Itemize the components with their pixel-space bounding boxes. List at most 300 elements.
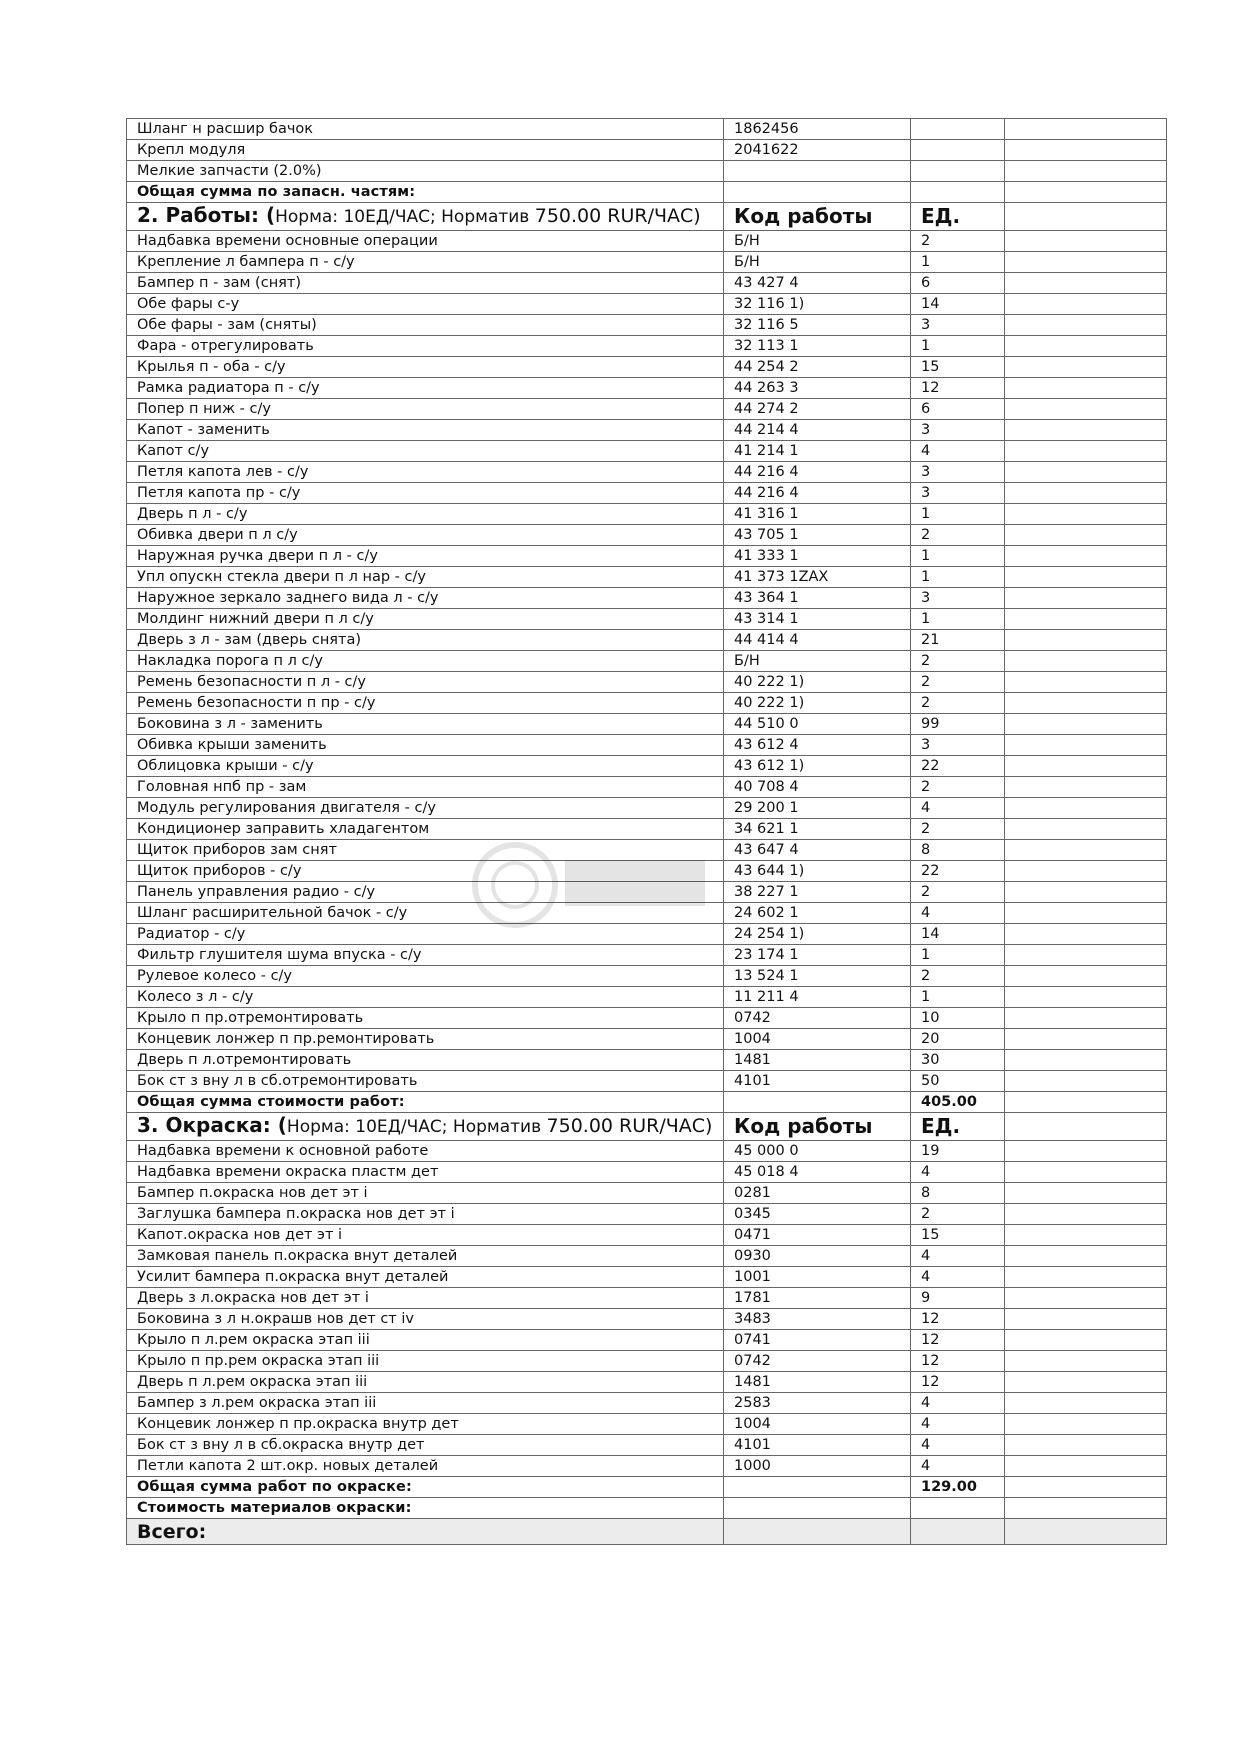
- item-extra: [1005, 1351, 1167, 1372]
- table-row: [127, 714, 1167, 735]
- item-extra: [1005, 840, 1167, 861]
- total-spacer: [724, 1477, 911, 1498]
- table-row: [127, 1435, 1167, 1456]
- item-code: 44 414 4: [724, 630, 911, 651]
- item-units: 8: [911, 840, 1005, 861]
- item-units: 1: [911, 567, 1005, 588]
- item-extra: [1005, 315, 1167, 336]
- item-name: Модуль регулирования двигателя - с/у: [127, 798, 724, 819]
- section-title-bold: 2. Работы: (: [137, 203, 276, 227]
- item-name: Панель управления радио - с/у: [127, 882, 724, 903]
- item-name: Крыло п пр.отремонтировать: [127, 1008, 724, 1029]
- total-label: Общая сумма по запасн. частям:: [127, 182, 724, 203]
- item-units: 12: [911, 1372, 1005, 1393]
- item-extra: [1005, 1141, 1167, 1162]
- parts-total-row: [127, 182, 1167, 203]
- grand-total-value: [911, 1519, 1005, 1545]
- item-units: 2: [911, 1204, 1005, 1225]
- item-code: 40 222 1): [724, 693, 911, 714]
- item-extra: [1005, 924, 1167, 945]
- table-row: [127, 1225, 1167, 1246]
- table-row: [127, 588, 1167, 609]
- item-code: 44 263 3: [724, 378, 911, 399]
- total-spacer: [724, 1498, 911, 1519]
- paint-total-row: [127, 1477, 1167, 1498]
- item-name: Надбавка времени к основной работе: [127, 1141, 724, 1162]
- item-code: 41 316 1: [724, 504, 911, 525]
- item-extra: [1005, 1204, 1167, 1225]
- table-row: [127, 1183, 1167, 1204]
- item-units: 2: [911, 966, 1005, 987]
- item-extra: [1005, 462, 1167, 483]
- total-label: Общая сумма стоимости работ:: [127, 1092, 724, 1113]
- item-name: Бок ст з вну л в сб.окраска внутр дет: [127, 1435, 724, 1456]
- item-code: 43 612 1): [724, 756, 911, 777]
- item-code: [724, 161, 911, 182]
- item-name: Рулевое колесо - с/у: [127, 966, 724, 987]
- table-row: [127, 693, 1167, 714]
- item-code: 11 211 4: [724, 987, 911, 1008]
- total-extra: [1005, 1477, 1167, 1498]
- extra-column-header: [1005, 1113, 1167, 1141]
- item-extra: [1005, 1029, 1167, 1050]
- table-row: [127, 357, 1167, 378]
- table-row: [127, 987, 1167, 1008]
- item-code: 0742: [724, 1351, 911, 1372]
- item-name: Обе фары с-у: [127, 294, 724, 315]
- grand-total-spacer: [724, 1519, 911, 1545]
- table-row: [127, 651, 1167, 672]
- item-extra: [1005, 1435, 1167, 1456]
- item-units: 3: [911, 462, 1005, 483]
- table-row: [127, 1050, 1167, 1071]
- item-units: 2: [911, 651, 1005, 672]
- table-row: [127, 1162, 1167, 1183]
- item-code: 1481: [724, 1050, 911, 1071]
- item-code: 40 222 1): [724, 672, 911, 693]
- item-extra: [1005, 945, 1167, 966]
- item-name: Фильтр глушителя шума впуска - с/у: [127, 945, 724, 966]
- item-units: 3: [911, 483, 1005, 504]
- total-spacer: [724, 1092, 911, 1113]
- table-row: [127, 1456, 1167, 1477]
- table-row: [127, 1330, 1167, 1351]
- total-label: Общая сумма работ по окраске:: [127, 1477, 724, 1498]
- item-extra: [1005, 651, 1167, 672]
- item-extra: [1005, 861, 1167, 882]
- item-name: Молдинг нижний двери п л с/у: [127, 609, 724, 630]
- table-row: [127, 1414, 1167, 1435]
- item-name: Обе фары - зам (сняты): [127, 315, 724, 336]
- item-units: 1: [911, 987, 1005, 1008]
- table-row: [127, 315, 1167, 336]
- table-row: [127, 1309, 1167, 1330]
- item-code: 1000: [724, 1456, 911, 1477]
- item-units: 2: [911, 819, 1005, 840]
- item-extra: [1005, 294, 1167, 315]
- item-extra: [1005, 140, 1167, 161]
- item-units: 4: [911, 441, 1005, 462]
- item-units: 15: [911, 357, 1005, 378]
- table-row: [127, 525, 1167, 546]
- item-units: 3: [911, 315, 1005, 336]
- item-units: 1: [911, 336, 1005, 357]
- table-row: [127, 777, 1167, 798]
- item-code: 44 254 2: [724, 357, 911, 378]
- item-code: 43 612 4: [724, 735, 911, 756]
- code-column-header: Код работы: [724, 1113, 911, 1141]
- item-extra: [1005, 588, 1167, 609]
- item-extra: [1005, 1288, 1167, 1309]
- works-section-header: [127, 203, 1167, 231]
- item-units: 21: [911, 630, 1005, 651]
- item-code: 41 333 1: [724, 546, 911, 567]
- item-units: 4: [911, 903, 1005, 924]
- item-units: 6: [911, 399, 1005, 420]
- item-units: 14: [911, 294, 1005, 315]
- item-extra: [1005, 504, 1167, 525]
- item-extra: [1005, 1330, 1167, 1351]
- item-extra: [1005, 1183, 1167, 1204]
- units-column-header: ЕД.: [911, 203, 1005, 231]
- table-row: [127, 140, 1167, 161]
- item-code: 45 018 4: [724, 1162, 911, 1183]
- item-extra: [1005, 357, 1167, 378]
- item-code: 44 216 4: [724, 462, 911, 483]
- item-units: 20: [911, 1029, 1005, 1050]
- item-extra: [1005, 777, 1167, 798]
- item-code: 1004: [724, 1414, 911, 1435]
- item-name: Дверь п л.рем окраска этап iii: [127, 1372, 724, 1393]
- item-name: Шланг н расшир бачок: [127, 119, 724, 140]
- item-units: 6: [911, 273, 1005, 294]
- item-extra: [1005, 882, 1167, 903]
- section-title-norm: Норма: 10ЕД/ЧАС; Норматив: [286, 1117, 547, 1137]
- item-code: 4101: [724, 1435, 911, 1456]
- item-units: 50: [911, 1071, 1005, 1092]
- item-extra: [1005, 378, 1167, 399]
- section-title-rate: 750.00 RUR/ЧАС): [546, 1115, 713, 1137]
- item-name: Усилит бампера п.окраска внут деталей: [127, 1267, 724, 1288]
- table-row: [127, 945, 1167, 966]
- section-title-rate: 750.00 RUR/ЧАС): [534, 205, 701, 227]
- item-extra: [1005, 903, 1167, 924]
- item-code: Б/Н: [724, 651, 911, 672]
- item-extra: [1005, 735, 1167, 756]
- item-code: 24 254 1): [724, 924, 911, 945]
- item-units: 12: [911, 378, 1005, 399]
- item-code: 41 214 1: [724, 441, 911, 462]
- extra-column-header: [1005, 203, 1167, 231]
- item-units: 2: [911, 525, 1005, 546]
- total-value: [911, 182, 1005, 203]
- item-extra: [1005, 1393, 1167, 1414]
- table-row: [127, 1204, 1167, 1225]
- item-extra: [1005, 441, 1167, 462]
- table-row: [127, 840, 1167, 861]
- item-name: Радиатор - с/у: [127, 924, 724, 945]
- item-name: Ремень безопасности п л - с/у: [127, 672, 724, 693]
- item-code: 41 373 1ZAX: [724, 567, 911, 588]
- item-units: 22: [911, 861, 1005, 882]
- item-name: Дверь п л.отремонтировать: [127, 1050, 724, 1071]
- item-extra: [1005, 420, 1167, 441]
- total-value: [911, 1498, 1005, 1519]
- item-name: Концевик лонжер п пр.ремонтировать: [127, 1029, 724, 1050]
- item-code: 0742: [724, 1008, 911, 1029]
- item-units: 2: [911, 672, 1005, 693]
- item-name: Капот с/у: [127, 441, 724, 462]
- item-name: Крепление л бампера п - с/у: [127, 252, 724, 273]
- estimate-table: [126, 118, 1167, 1545]
- table-row: [127, 1029, 1167, 1050]
- item-extra: [1005, 252, 1167, 273]
- item-extra: [1005, 1372, 1167, 1393]
- item-name: Бампер п.окраска нов дет эт i: [127, 1183, 724, 1204]
- item-name: Заглушка бампера п.окраска нов дет эт i: [127, 1204, 724, 1225]
- item-code: 32 113 1: [724, 336, 911, 357]
- item-units: 4: [911, 1393, 1005, 1414]
- code-column-header: Код работы: [724, 203, 911, 231]
- table-row: [127, 378, 1167, 399]
- table-row: [127, 546, 1167, 567]
- item-code: 0281: [724, 1183, 911, 1204]
- item-units: 2: [911, 777, 1005, 798]
- item-code: 43 647 4: [724, 840, 911, 861]
- item-name: Щиток приборов зам снят: [127, 840, 724, 861]
- table-row: [127, 399, 1167, 420]
- grand-total-row: [127, 1519, 1167, 1545]
- item-units: 10: [911, 1008, 1005, 1029]
- table-row: [127, 903, 1167, 924]
- item-name: Колесо з л - с/у: [127, 987, 724, 1008]
- units-column-header: ЕД.: [911, 1113, 1005, 1141]
- paint-section-header: [127, 1113, 1167, 1141]
- item-units: 12: [911, 1309, 1005, 1330]
- item-extra: [1005, 819, 1167, 840]
- item-name: Крыло п пр.рем окраска этап iii: [127, 1351, 724, 1372]
- item-units: 9: [911, 1288, 1005, 1309]
- item-extra: [1005, 987, 1167, 1008]
- item-extra: [1005, 1008, 1167, 1029]
- item-name: Концевик лонжер п пр.окраска внутр дет: [127, 1414, 724, 1435]
- item-units: [911, 140, 1005, 161]
- item-code: 32 116 5: [724, 315, 911, 336]
- item-extra: [1005, 1162, 1167, 1183]
- item-extra: [1005, 546, 1167, 567]
- item-name: Шланг расширительной бачок - с/у: [127, 903, 724, 924]
- item-extra: [1005, 525, 1167, 546]
- table-row: [127, 273, 1167, 294]
- table-row: [127, 252, 1167, 273]
- total-extra: [1005, 1498, 1167, 1519]
- table-row: [127, 882, 1167, 903]
- table-row: [127, 966, 1167, 987]
- item-name: Накладка порога п л с/у: [127, 651, 724, 672]
- table-row: [127, 735, 1167, 756]
- item-code: 1001: [724, 1267, 911, 1288]
- item-name: Надбавка времени окраска пластм дет: [127, 1162, 724, 1183]
- item-code: 44 216 4: [724, 483, 911, 504]
- section-title: [127, 203, 724, 231]
- item-code: 45 000 0: [724, 1141, 911, 1162]
- item-units: 12: [911, 1351, 1005, 1372]
- item-name: Ремень безопасности п пр - с/у: [127, 693, 724, 714]
- table-row: [127, 483, 1167, 504]
- item-extra: [1005, 1267, 1167, 1288]
- table-row: [127, 819, 1167, 840]
- item-name: Крыло п л.рем окраска этап iii: [127, 1330, 724, 1351]
- item-code: 43 314 1: [724, 609, 911, 630]
- item-units: 14: [911, 924, 1005, 945]
- item-name: Рамка радиатора п - с/у: [127, 378, 724, 399]
- item-name: Дверь з л.окраска нов дет эт i: [127, 1288, 724, 1309]
- table-row: [127, 119, 1167, 140]
- section-title-norm: Норма: 10ЕД/ЧАС; Норматив: [275, 207, 535, 227]
- grand-total-label: Всего:: [127, 1519, 724, 1545]
- table-row: [127, 1267, 1167, 1288]
- item-code: 2041622: [724, 140, 911, 161]
- item-extra: [1005, 756, 1167, 777]
- item-name: Бампер п - зам (снят): [127, 273, 724, 294]
- item-code: 1481: [724, 1372, 911, 1393]
- item-extra: [1005, 336, 1167, 357]
- item-name: Петля капота пр - с/у: [127, 483, 724, 504]
- table-row: [127, 630, 1167, 651]
- item-name: Головная нпб пр - зам: [127, 777, 724, 798]
- item-name: Боковина з л н.окрашв нов дет ст iv: [127, 1309, 724, 1330]
- item-name: Капот.окраска нов дет эт i: [127, 1225, 724, 1246]
- item-units: 22: [911, 756, 1005, 777]
- item-units: 99: [911, 714, 1005, 735]
- item-name: Бампер з л.рем окраска этап iii: [127, 1393, 724, 1414]
- item-name: Крепл модуля: [127, 140, 724, 161]
- item-extra: [1005, 693, 1167, 714]
- item-units: 15: [911, 1225, 1005, 1246]
- item-name: Кондиционер заправить хладагентом: [127, 819, 724, 840]
- item-units: 2: [911, 882, 1005, 903]
- item-code: 3483: [724, 1309, 911, 1330]
- paint-materials-row: [127, 1498, 1167, 1519]
- item-extra: [1005, 483, 1167, 504]
- item-code: Б/Н: [724, 231, 911, 252]
- item-code: 32 116 1): [724, 294, 911, 315]
- item-code: 43 705 1: [724, 525, 911, 546]
- table-row: [127, 1071, 1167, 1092]
- item-name: Капот - заменить: [127, 420, 724, 441]
- item-code: 0345: [724, 1204, 911, 1225]
- item-units: 3: [911, 420, 1005, 441]
- item-name: Дверь з л - зам (дверь снята): [127, 630, 724, 651]
- item-code: 4101: [724, 1071, 911, 1092]
- table-row: [127, 294, 1167, 315]
- total-value: 405.00: [911, 1092, 1005, 1113]
- table-row: [127, 420, 1167, 441]
- item-code: 29 200 1: [724, 798, 911, 819]
- table-row: [127, 861, 1167, 882]
- item-units: 1: [911, 504, 1005, 525]
- item-code: 43 427 4: [724, 273, 911, 294]
- item-code: 38 227 1: [724, 882, 911, 903]
- item-units: [911, 161, 1005, 182]
- item-name: Фара - отрегулировать: [127, 336, 724, 357]
- item-name: Наружное зеркало заднего вида л - с/у: [127, 588, 724, 609]
- item-units: 12: [911, 1330, 1005, 1351]
- item-extra: [1005, 231, 1167, 252]
- item-extra: [1005, 1246, 1167, 1267]
- table-row: [127, 1351, 1167, 1372]
- item-name: Замковая панель п.окраска внут деталей: [127, 1246, 724, 1267]
- item-units: 1: [911, 546, 1005, 567]
- item-units: 3: [911, 735, 1005, 756]
- item-units: 4: [911, 1414, 1005, 1435]
- item-extra: [1005, 609, 1167, 630]
- item-name: Обивка крыши заменить: [127, 735, 724, 756]
- table-row: [127, 567, 1167, 588]
- item-code: 43 364 1: [724, 588, 911, 609]
- item-extra: [1005, 1414, 1167, 1435]
- table-row: [127, 161, 1167, 182]
- total-extra: [1005, 182, 1167, 203]
- item-extra: [1005, 630, 1167, 651]
- item-name: Бок ст з вну л в сб.отремонтировать: [127, 1071, 724, 1092]
- item-code: 44 274 2: [724, 399, 911, 420]
- item-name: Петля капота лев - с/у: [127, 462, 724, 483]
- item-code: 23 174 1: [724, 945, 911, 966]
- total-extra: [1005, 1092, 1167, 1113]
- item-extra: [1005, 966, 1167, 987]
- total-label: Стоимость материалов окраски:: [127, 1498, 724, 1519]
- section-title: [127, 1113, 724, 1141]
- item-code: 2583: [724, 1393, 911, 1414]
- item-code: 44 214 4: [724, 420, 911, 441]
- estimate-sheet: [126, 118, 1166, 1545]
- table-row: [127, 231, 1167, 252]
- item-extra: [1005, 161, 1167, 182]
- item-name: Наружная ручка двери п л - с/у: [127, 546, 724, 567]
- total-value: 129.00: [911, 1477, 1005, 1498]
- item-code: 1004: [724, 1029, 911, 1050]
- item-units: 3: [911, 588, 1005, 609]
- table-row: [127, 672, 1167, 693]
- table-row: [127, 924, 1167, 945]
- table-row: [127, 336, 1167, 357]
- item-name: Обивка двери п л с/у: [127, 525, 724, 546]
- total-spacer: [724, 182, 911, 203]
- item-units: 30: [911, 1050, 1005, 1071]
- item-name: Надбавка времени основные операции: [127, 231, 724, 252]
- item-units: 1: [911, 945, 1005, 966]
- item-units: 4: [911, 1456, 1005, 1477]
- item-code: 13 524 1: [724, 966, 911, 987]
- item-extra: [1005, 1050, 1167, 1071]
- works-total-row: [127, 1092, 1167, 1113]
- item-name: Упл опускн стекла двери п л нар - с/у: [127, 567, 724, 588]
- item-units: 8: [911, 1183, 1005, 1204]
- item-units: [911, 119, 1005, 140]
- item-code: 1862456: [724, 119, 911, 140]
- table-row: [127, 1008, 1167, 1029]
- item-extra: [1005, 1456, 1167, 1477]
- table-row: [127, 462, 1167, 483]
- item-name: Дверь п л - с/у: [127, 504, 724, 525]
- item-extra: [1005, 567, 1167, 588]
- item-name: Щиток приборов - с/у: [127, 861, 724, 882]
- table-row: [127, 1141, 1167, 1162]
- item-code: 0741: [724, 1330, 911, 1351]
- item-extra: [1005, 714, 1167, 735]
- section-title-bold: 3. Окраска: (: [137, 1113, 287, 1137]
